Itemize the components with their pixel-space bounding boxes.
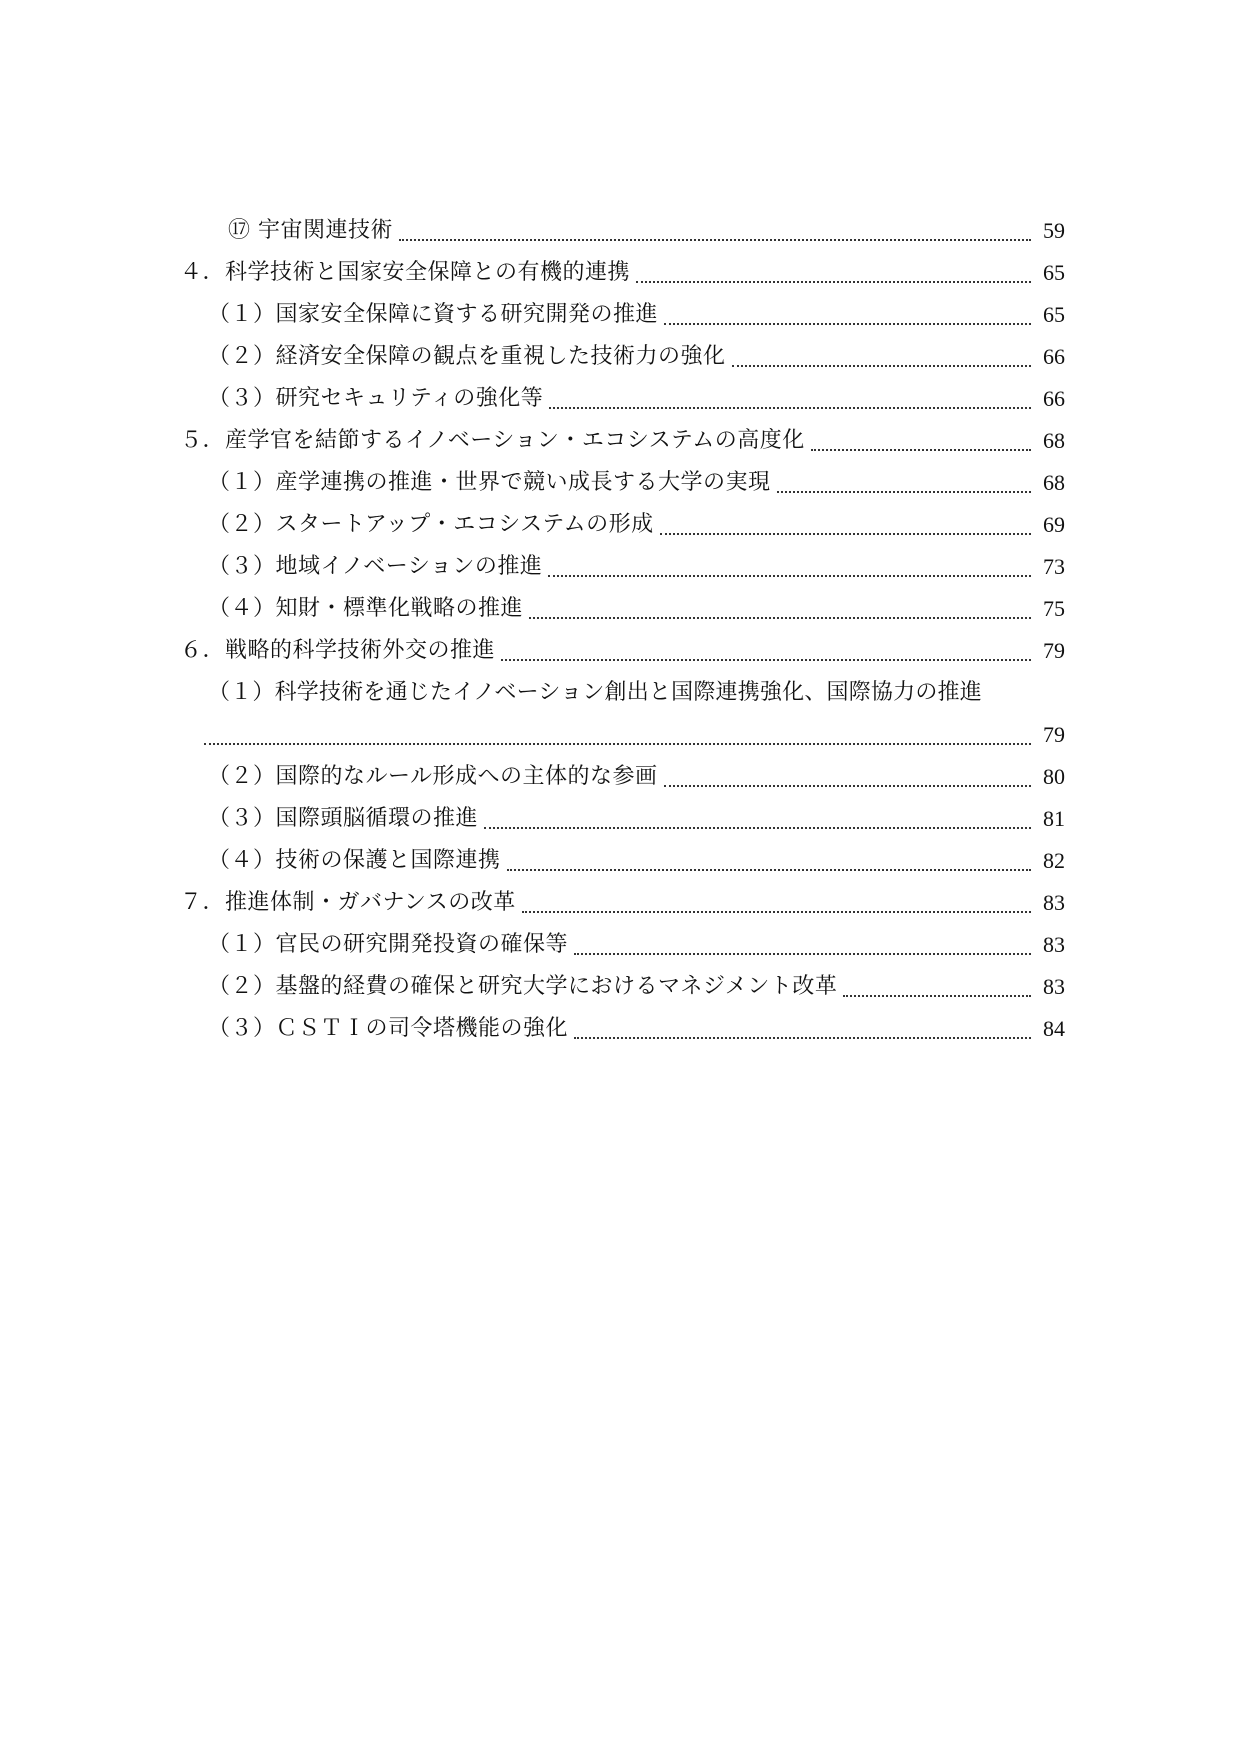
toc-subsection-continuation[interactable]	[0, 714, 1065, 756]
toc-leader-dots	[777, 491, 1031, 493]
toc-page-number: 68	[1043, 470, 1065, 495]
toc-page-number: 79	[1043, 638, 1065, 663]
toc-subsection-title: （２）経済安全保障の観点を重視した技術力の強化	[208, 344, 726, 369]
toc-entry-title: ⑰ 宇宙関連技術	[228, 218, 393, 243]
toc-subsection-title: （１）産学連携の推進・世界で競い成長する大学の実現	[208, 470, 771, 495]
toc-leader-dots	[204, 743, 1031, 745]
toc-leader-dots	[843, 995, 1031, 997]
toc-leader-dots	[507, 869, 1031, 871]
toc-subsection-title: （３）地域イノベーションの推進	[208, 554, 543, 579]
toc-subsection[interactable]	[0, 756, 1065, 798]
toc-subsection[interactable]	[0, 966, 1065, 1008]
toc-subsection-title: （１）官民の研究開発投資の確保等	[208, 932, 569, 957]
toc-section-title: ５．産学官を結節するイノベーション・エコシステムの高度化	[180, 428, 805, 453]
toc-subsection[interactable]	[0, 840, 1065, 882]
toc-subsection-title: （３）ＣＳＴＩの司令塔機能の強化	[208, 1016, 569, 1041]
toc-section[interactable]	[0, 882, 1065, 924]
toc-section-title: ４．科学技術と国家安全保障との有機的連携	[180, 260, 631, 285]
toc-page-number: 65	[1043, 260, 1065, 285]
toc-page-number: 82	[1043, 848, 1065, 873]
toc-leader-dots	[484, 827, 1031, 829]
toc-leader-dots	[548, 575, 1031, 577]
toc-subsection-title: （４）知財・標準化戦略の推進	[208, 596, 524, 621]
toc-page-number: 81	[1043, 806, 1065, 831]
toc-leader-dots	[399, 239, 1031, 241]
toc-entry[interactable]	[0, 210, 1065, 252]
toc-leader-dots	[811, 449, 1031, 451]
toc-section-title: ７．推進体制・ガバナンスの改革	[180, 890, 516, 915]
toc-page-number: 84	[1043, 1016, 1065, 1041]
toc-page-number: 66	[1043, 344, 1065, 369]
toc-subsection[interactable]	[0, 798, 1065, 840]
toc-leader-dots	[660, 533, 1031, 535]
toc-subsection-title: （１）国家安全保障に資する研究開発の推進	[208, 302, 659, 327]
toc-subsection-title: （４）技術の保護と国際連携	[208, 848, 501, 873]
toc-leader-dots	[549, 407, 1031, 409]
toc-subsection[interactable]	[0, 588, 1065, 630]
toc-subsection[interactable]	[0, 546, 1065, 588]
toc-page-number: 65	[1043, 302, 1065, 327]
toc-section-title: ６．戦略的科学技術外交の推進	[180, 638, 496, 663]
toc-page-number: 75	[1043, 596, 1065, 621]
table-of-contents	[0, 210, 1241, 1050]
toc-leader-dots	[574, 953, 1031, 955]
toc-page-number: 83	[1043, 932, 1065, 957]
toc-subsection[interactable]	[0, 462, 1065, 504]
toc-subsection[interactable]	[0, 504, 1065, 546]
toc-page-number: 73	[1043, 554, 1065, 579]
toc-section[interactable]	[0, 252, 1065, 294]
toc-subsection[interactable]	[0, 294, 1065, 336]
toc-page-number: 69	[1043, 512, 1065, 537]
toc-leader-dots	[732, 365, 1031, 367]
toc-leader-dots	[664, 785, 1031, 787]
toc-leader-dots	[522, 911, 1031, 913]
toc-subsection[interactable]	[0, 336, 1065, 378]
toc-leader-dots	[664, 323, 1031, 325]
toc-page-number: 83	[1043, 974, 1065, 999]
toc-subsection-title: （３）研究セキュリティの強化等	[208, 386, 544, 411]
toc-subsection-wrapped[interactable]	[0, 672, 1065, 714]
toc-subsection[interactable]	[0, 378, 1065, 420]
toc-page-number: 80	[1043, 764, 1065, 789]
toc-leader-dots	[574, 1037, 1031, 1039]
toc-subsection[interactable]	[0, 1008, 1065, 1050]
toc-subsection-title: （３）国際頭脳循環の推進	[208, 806, 479, 831]
toc-subsection-title: （２）基盤的経費の確保と研究大学におけるマネジメント改革	[208, 974, 838, 999]
toc-leader-dots	[636, 281, 1031, 283]
toc-leader-dots	[501, 659, 1031, 661]
toc-page-number: 66	[1043, 386, 1065, 411]
toc-subsection-title: （２）スタートアップ・エコシステムの形成	[208, 512, 654, 537]
toc-subsection-title: （１）科学技術を通じたイノベーション創出と国際連携強化、国際協力の推進	[208, 680, 982, 705]
toc-section[interactable]	[0, 420, 1065, 462]
toc-page-number: 83	[1043, 890, 1065, 915]
toc-page-number: 79	[1043, 722, 1065, 747]
toc-page-number: 59	[1043, 218, 1065, 243]
toc-leader-dots	[529, 617, 1031, 619]
toc-subsection-title: （２）国際的なルール形成への主体的な参画	[208, 764, 658, 789]
toc-page-number: 68	[1043, 428, 1065, 453]
toc-section[interactable]	[0, 630, 1065, 672]
toc-subsection[interactable]	[0, 924, 1065, 966]
